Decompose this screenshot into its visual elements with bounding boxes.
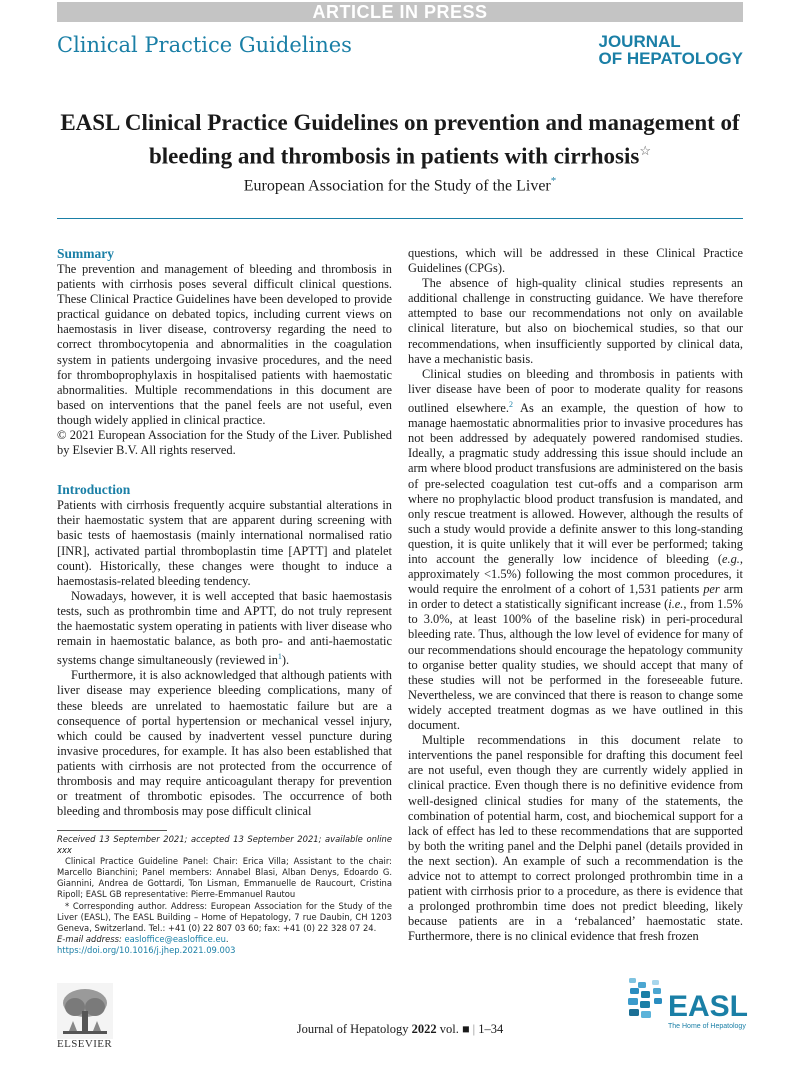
footnotes — [57, 834, 392, 956]
author-footnote-mark[interactable]: * — [550, 175, 557, 187]
copyright-text: © 2021 European Association for the Study of the Liver. Published by Elsevier B.V. All rights reserved. — [57, 428, 392, 458]
intro-paragraph-1: Patients with cirrhosis frequently acquire substantial alterations in their haemostatic system that are apparent during screening with basic tests of haemostasis (mainly international normalised ratio [INR], activated partial thromboplastin time [APTT] and platelet count). Historically, these changes were thought to induce a haemostasis-related bleeding tendency. — [57, 498, 392, 588]
article-in-press-banner: ARTICLE IN PRESS — [57, 2, 743, 22]
corresponding-author: * Corresponding author. Address: European Association for the Study of the Liver (EASL), The EASL Building – Home of Hepatology, 7 rue Daubin, CH 1203 Geneva, Switzerland. Tel.: +41 (0) 22 807 03 60; fax: +41 (0) 22 328 07 24. — [57, 900, 392, 933]
header-divider — [57, 218, 743, 219]
journal-logo-line-2: OF HEPATOLOGY — [598, 49, 743, 68]
reference-link[interactable]: 1 — [277, 652, 282, 662]
doi-link[interactable]: https://doi.org/10.1016/j.jhep.2021.09.003 — [57, 944, 236, 955]
right-paragraph-3: Clinical studies on bleeding and thrombosis in patients with liver disease have been of poor to moderate quality for reasons outlined elsewhere.$^2$ As an example, the question of how to manage haemostatic abnormalities prior to invasive procedures has not been addressed by adequately powered randomised studies. Ideally, a pragmatic study addressing this issue should include an arm where blood product transfusions are administered on the basis of pre-selected coagulation test cut-offs and a comparison arm where no prophylactic blood product transfusion is mandated, and only rescue treatment is allowed. However, although the results of such a study would provide a definite answer to this long-standing question, it is quite unlikely that it will ever be performed; taking into account the generally low incidence of bleeding (e.g., approximately <1.5%) following the most common procedures, it would require the enrolment of a cohort of 1,531 patients per arm in order to detect a statistically significant increase (i.e., from 1.5% to 3.0%, at least 100% of the baseline risk) in peri-procedural bleeding rate. Thus, although the low level of evidence for many of our recommendations should encourage the hepatology community to organise better quality studies, we should accept that many of these studies will not be performed in the foreseeable future. Nevertheless, we are convinced that there is reason to change some widely accepted treatment dogmas as we have outlined in this document. — [408, 366, 743, 733]
summary-heading: Summary — [57, 246, 114, 261]
intro-paragraph-3: Furthermore, it is also acknowledged that although patients with liver disease may experience bleeding complications, many of these bleeds are unrelated to haemostatic failure but are a consequence of portal hypertension or mechanical vessel injury, which could be caused by inadvertent vessel puncture during invasive procedures, for example. It has also been established that patients with cirrhosis are not protected from the occurrence of thrombosis and may require anticoagulant therapy for prevention or treatment of thrombotic episodes. The occurrence of both bleeding and thrombosis may pose difficult clinical — [57, 668, 392, 819]
easl-logo-word: EASL — [668, 990, 749, 1023]
page-footer: Journal of Hepatology 2022 vol. ■ | 1–34 — [296, 1022, 504, 1036]
intro-paragraph-2: Nowadays, however, it is well accepted that basic haemostasis tests, such as prothrombin time and APTT, do not truly represent the haemostatic system operating in patients with liver disease who remain in haemostatic balance, as both pro- and anti-haemostatic systems change simultaneously (reviewed in$^1$). — [57, 588, 392, 668]
author-line — [57, 175, 743, 195]
title-footnote-mark: ☆ — [639, 143, 651, 158]
email-link[interactable]: easloffice@easloffice.eu — [124, 933, 226, 944]
panel-members: Clinical Practice Guideline Panel: Chair: Erica Villa; Assistant to the chair: Marcello Bianchini; Panel members: Annabel Blasi, Alban Denys, Edoardo G. Giannini, Andrea de Gottardi, Ton Lisman, Emmanuelle de Raucourt, Cristina Ripoll; EASL GB representative: Pierre-Emmanuel Rautou — [57, 856, 392, 900]
left-column — [57, 246, 392, 819]
right-paragraph-1: questions, which will be addressed in these Clinical Practice Guidelines (CPGs). — [408, 246, 743, 276]
footnote-divider — [57, 830, 167, 831]
received-dates: Received 13 September 2021; accepted 13 September 2021; available online xxx — [57, 834, 392, 856]
publisher-name: ELSEVIER — [57, 1038, 113, 1050]
easl-logo-tagline: The Home of Hepatology — [668, 1023, 746, 1030]
journal-logo-line-1: JOURNAL — [598, 32, 681, 51]
author-name: European Association for the Study of the Liver — [243, 177, 551, 195]
right-column — [408, 246, 743, 944]
section-label: Clinical Practice Guidelines — [57, 33, 352, 57]
email-line: E-mail address: easloffice@easloffice.eu. — [57, 933, 229, 944]
right-paragraph-2: The absence of high-quality clinical studies represents an additional challenge in constructing guidance. We have therefore attempted to base our recommendations not only on available clinical literature, but also on biochemical studies, so that our recommendations, when insufficiently supported by clinical data, have a mechanistic basis. — [408, 276, 743, 366]
reference-link[interactable]: 2 — [508, 399, 513, 409]
summary-text: The prevention and management of bleeding and thrombosis in patients with cirrhosis poses several difficult clinical questions. These Clinical Practice Guidelines have been developed to provide practical guidance on debated topics, including current views on haemostasis in liver disease, controversy regarding the need to correct thrombocytopenia and abnormalities in the coagulation system in patients undergoing invasive procedures, and the need for thromboprophylaxis in hospitalised patients with haemostatic abnormalities. Multiple recommendations in this document are based on interventions that the panel feels are not useful, even though widely applied in clinical practice. — [57, 262, 392, 427]
introduction-heading: Introduction — [57, 482, 131, 498]
doi-line — [57, 945, 392, 956]
journal-logo — [598, 33, 743, 67]
article-title — [57, 109, 743, 171]
article-title-text: EASL Clinical Practice Guidelines on prevention and management of bleeding and thrombosis in patients with cirrhosis — [60, 110, 740, 169]
right-paragraph-4: Multiple recommendations in this document relate to interventions the panel responsible for drafting this document feel are not useful, even though they are currently widely applied in clinical practice. Even though there is no definitive evidence from well-designed clinical studies for many of the statements, the combination of potential harm, cost, and biochemical support for a lack of effect has led to these recommendations that are supported by both the writing panel and the Delphi panel (details provided in the next section). An example of such a recommendation is the advice not to attempt to correct prolonged prothrombin time in a patient with cirrhosis prior to a procedure, as there is evidence that a prolonged prothrombin time does not predict bleeding, likely because patients are in a ‘rebalanced’ haemostatic state. Furthermore, there is no clinical evidence that fresh frozen — [408, 733, 743, 944]
